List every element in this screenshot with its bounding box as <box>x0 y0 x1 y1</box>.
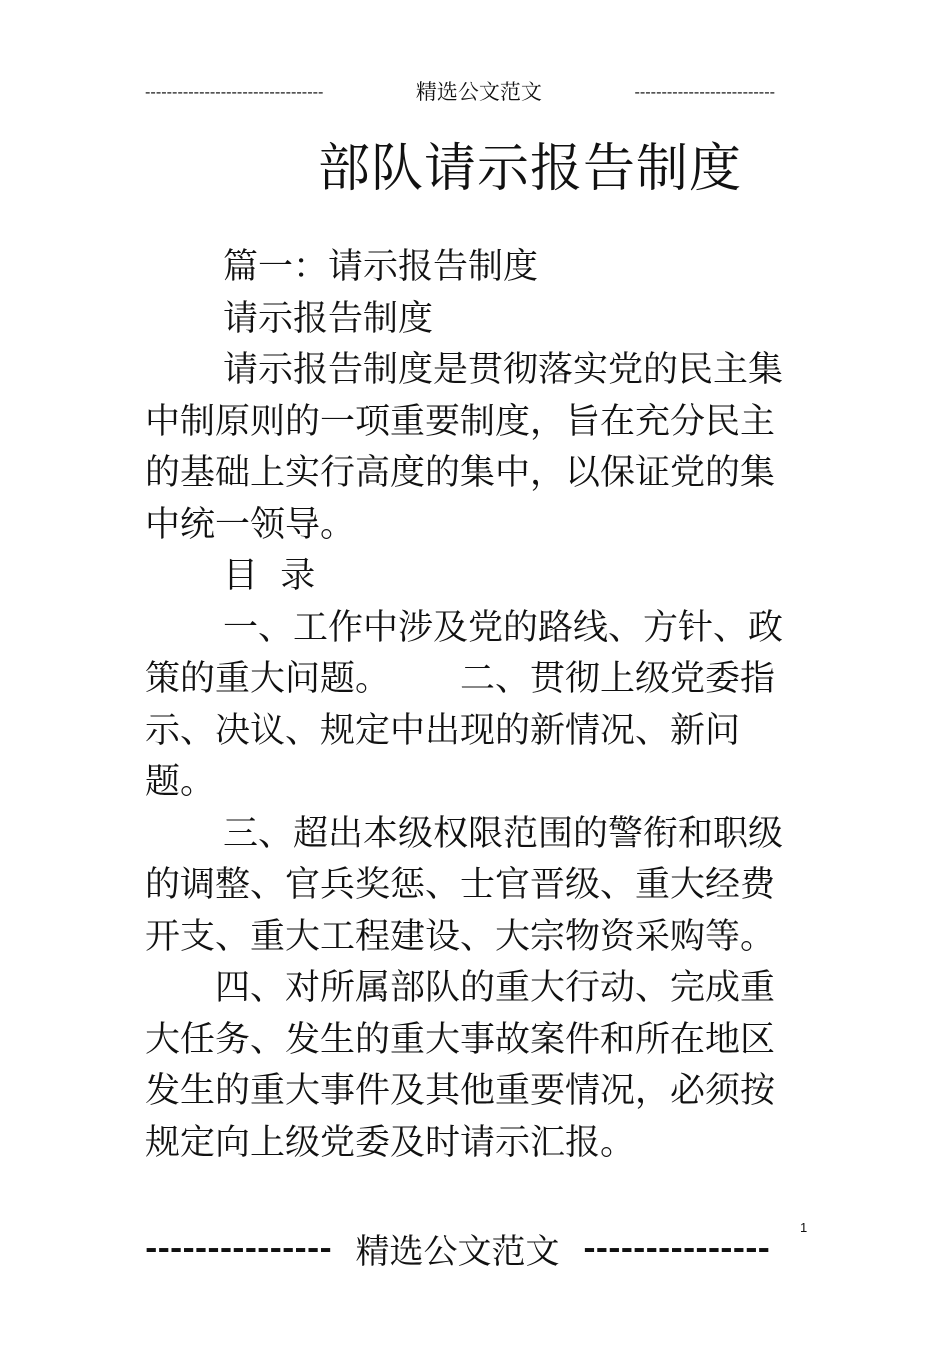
document-body <box>145 242 785 1169</box>
page-number: 1 <box>800 1220 808 1235</box>
toc-item-3: 三、超出本级权限范围的警衔和职级的调整、官兵奖惩、士官晋级、重大经费开支、重大工程建设、大宗物资采购等。 <box>145 813 784 957</box>
footer-left-rule: --------------- <box>145 1231 332 1266</box>
toc-item-2: 二、贯彻上级党委指示、决议、规定中出现的新情况、新问题。 <box>145 659 776 802</box>
document-title: 部队请示报告制度 <box>318 139 743 199</box>
page-footer <box>145 1224 770 1273</box>
footer-right-rule: --------------- <box>583 1231 770 1266</box>
header-label: 精选公文范文 <box>415 80 542 104</box>
page-header <box>145 76 775 106</box>
intro-paragraph: 请示报告制度是贯彻落实党的民主集中制原则的一项重要制度，旨在充分民主的基础上实行高度的集中，以保证党的集中统一领导。 <box>145 350 784 545</box>
toc-item-4: 四、对所属部队的重大行动、完成重大任务、发生的重大事故案件和所在地区发生的重大事件及其他重要情况，必须按规定向上级党委及时请示汇报。 <box>145 968 776 1163</box>
footer-label: 精选公文范文 <box>355 1232 560 1272</box>
toc-paragraph-1 <box>145 603 785 809</box>
subheading: 请示报告制度 <box>223 298 434 339</box>
toc-heading: 目 录 <box>223 556 316 596</box>
header-left-rule: --------------------------------- <box>145 81 324 101</box>
section-heading: 篇一：请示报告制度 <box>223 247 539 287</box>
toc-paragraph-2 <box>145 809 785 1170</box>
toc-item-1: 一、工作中涉及党的路线、方针、政策的重大问题。 <box>145 607 784 699</box>
header-right-rule: -------------------------- <box>634 81 775 101</box>
